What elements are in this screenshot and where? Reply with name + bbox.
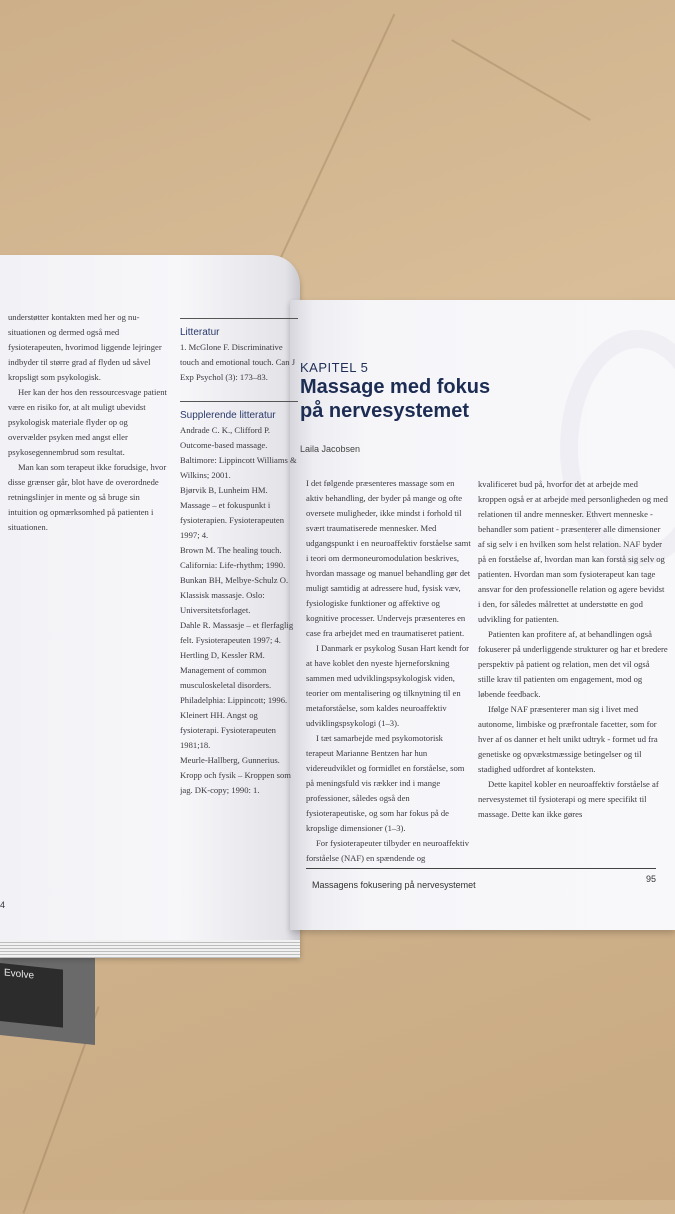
body-paragraph: For fysioterapeuter tilbyder en neuroaffektiv forståelse (NAF) en spændende og bbox=[306, 838, 470, 863]
body-paragraph: I tæt samarbejde med psykomotorisk terapeut Marianne Bentzen har hun videreudviklet og formidlet en forståelse, som på meningsfuld vis rækker ind i mange professioner, således også den fysioterapeutiske, og som har fokus på de kropslige dimensioner (1–3). bbox=[306, 733, 465, 833]
body-paragraph: I det følgende præsenteres massage som en aktiv behandling, der byder på mange og ofte oversete muligheder, ikke mindst i forhold til svært traumatiserede mennesker. Med udgangspunkt i en neuroaffektiv forståelse samt i teori om dermoneuromodulation beskrives, hvordan massage og manuel behandling gør det muligt samtidig at adressere hud, fysisk væv, fysiologiske funktioner og affektive og kognitive processer. Undervejs præsenteres en case fra arbejdet med en traumatiseret patient. bbox=[306, 478, 471, 638]
body-paragraph: I Danmark er psykolog Susan Hart kendt for at have koblet den nyeste hjerneforskning sammen med udviklingspsykologisk viden, teorier om mentalisering og tilknytning til en metaforståelse, som kaldes neuroaffektiv udviklingspsykologi (1–3). bbox=[306, 643, 469, 728]
body-paragraph: Dette kapitel kobler en neuroaffektiv forståelse af nervesystemet til fysioterapi og mere specifikt til massage. Dette kan ikke gøres bbox=[478, 779, 659, 819]
literature-heading: Litteratur bbox=[180, 327, 220, 338]
literature-item: Brown M. The healing touch. California: Life-rhythm; 1990. bbox=[180, 545, 286, 570]
literature-column bbox=[180, 318, 298, 798]
chapter-label: KAPITEL 5 bbox=[300, 360, 369, 375]
page-edges bbox=[0, 940, 300, 958]
left-body-text bbox=[8, 310, 168, 535]
right-page-number: 95 bbox=[646, 874, 657, 884]
body-paragraph: kvalificeret bud på, hvorfor det at arbejde med kroppen også er at arbejde med personligheden og med relationen til andre mennesker. Ethvert menneske - behandler som patient - præsenterer alle dimensioner af sig selv i en hvilken som helst relation. NAF byder på en forståelse af, hvordan man kan forstå sig selv og patienten. Hvordan man som fysioterapeut kan tage ansvar for den professionelle relation og agere bevidst i den, for således målrettet at understøtte en god udvikling for patienten. bbox=[478, 479, 668, 624]
chapter-title: Massage med fokus på nervesystemet bbox=[300, 376, 491, 422]
floor-seam bbox=[451, 39, 591, 121]
right-column-a bbox=[306, 476, 471, 866]
right-column-b bbox=[478, 477, 668, 822]
supplementary-heading: Supplerende litteratur bbox=[180, 410, 276, 421]
body-paragraph: Ifølge NAF præsenterer man sig i livet med autonome, limbiske og præfrontale facetter, som for hver af os danner et helt unikt udtryk - formet ud fra genetiske og opvækstmæssige betingelser og til stadighed udfordret af konteksten. bbox=[478, 704, 658, 774]
chapter-author: Laila Jacobsen bbox=[300, 444, 361, 454]
literature-item: Hertling D, Kessler RM. Management of common musculoskeletal disorders. Philadelphia: Lippincott; 1996. bbox=[180, 650, 288, 705]
literature-item: Kleinert HH. Angst og fysioterapi. Fysioterapeuten 1981;18. bbox=[180, 710, 276, 750]
literature-item: Bunkan BH, Melbye-Schulz O. Klassisk massasje. Oslo: Universitetsforlaget. bbox=[180, 575, 289, 615]
running-footer: Massagens fokusering på nervesystemet bbox=[312, 880, 476, 890]
literature-item: Meurle-Hallberg, Gunnerius. Kropp och fysik – Kroppen som jag. DK-copy; 1990: 1. bbox=[180, 755, 291, 795]
left-page-number: 4 bbox=[0, 900, 6, 910]
literature-item: 1. McGlone F. Discriminative touch and emotional touch. Can J Exp Psychol (3): 173–83. bbox=[180, 342, 296, 382]
literature-item: Andrade C. K., Clifford P. Outcome-based massage. Baltimore: Lippincott Williams & Wilkins; 2001. bbox=[180, 425, 297, 480]
left-paragraph: understøtter kontakten med her og nu-situationen og dermed også med fysioterapeuten, hvorimod liggende lejringer indbyder til større grad af flyden ud såvel kropsligt som psykologisk. bbox=[8, 312, 162, 382]
book-spine-label: Evolve bbox=[0, 963, 63, 1028]
body-paragraph: Patienten kan profitere af, at behandlingen også fokuserer på underliggende strukturer og har et bredere perspektiv på patient og relation, men det vil også stille krav til patienten om engagement, mod og løbende feedback. bbox=[478, 629, 668, 699]
left-paragraph: Man kan som terapeut ikke forudsige, hvor disse grænser går, blot have de overordnede retningslinjer in mente og så bruge sin intuition og opmærksomhed på patienten i situationen. bbox=[8, 462, 167, 532]
divider bbox=[180, 318, 298, 319]
literature-item: Bjørvik B, Lunheim HM. Massage – et fokuspunkt i fysioterapien. Fysioterapeuten 1997; 4. bbox=[180, 485, 285, 540]
literature-item: Dahle R. Massasje – et flerfaglig felt. Fysioterapeuten 1997; 4. bbox=[180, 620, 294, 645]
footer-divider bbox=[306, 868, 656, 869]
floor-seam bbox=[267, 14, 396, 287]
divider bbox=[180, 401, 298, 402]
left-paragraph: Her kan der hos den ressourcesvage patient være en risiko for, at alt muligt ubevidst psykologisk materiale flyder op og overvælder psyken med angst eller psykosegennembrud som resultat. bbox=[8, 387, 167, 457]
